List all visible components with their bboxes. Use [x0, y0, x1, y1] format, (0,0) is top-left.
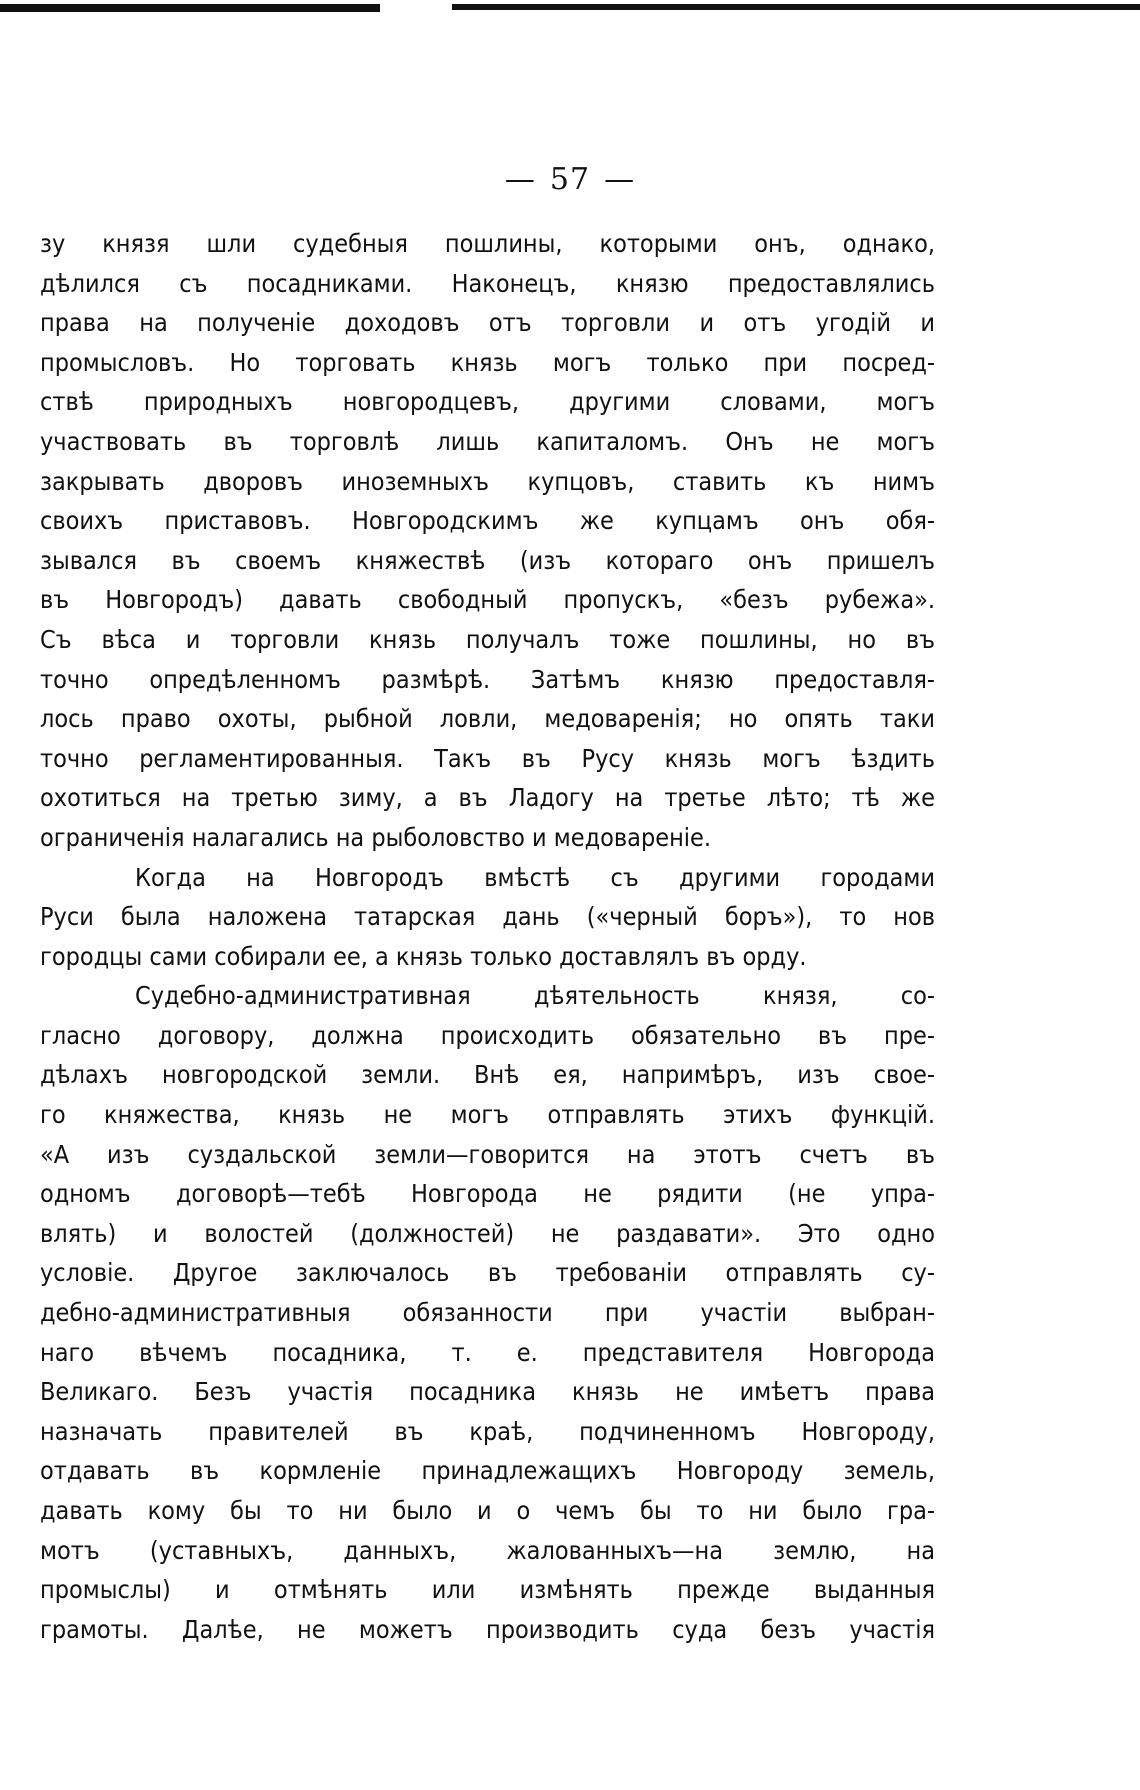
body-text: [40, 224, 935, 1649]
text-line: назначать правителей въ краѣ, подчиненномъ Новгороду,: [40, 1416, 935, 1446]
text-line: давать кому бы то ни было и о чемъ бы то ни было гра-: [40, 1496, 935, 1525]
text-line: Великаго. Безъ участія посадника князь не имѣетъ права: [40, 1377, 935, 1407]
text-line: одномъ договорѣ—тебѣ Новгорода не рядити (не упра-: [40, 1179, 935, 1209]
text-line: точно регламентированныя. Такъ въ Русу князь могъ ѣздить: [40, 743, 935, 773]
text-line: ствѣ природныхъ новгородцевъ, другими словами, могъ: [40, 387, 935, 417]
text-line: закрывать дворовъ иноземныхъ купцовъ, ставить къ нимъ: [40, 466, 935, 496]
text-line: промысловъ. Но торговать князь могъ только при посред-: [40, 347, 935, 377]
page-number-header: [0, 162, 1140, 197]
text-line: лось право охоты, рыбной ловли, медоваренія; но опять таки: [40, 704, 935, 734]
text-line: промыслы) и отмѣнять или измѣнять прежде выданныя: [40, 1575, 935, 1605]
text-line: «А изъ суздальской земли—говорится на этотъ счетъ въ: [40, 1139, 935, 1169]
text-line: влять) и волостей (должностей) не раздавати». Это одно: [40, 1218, 935, 1248]
text-line: Судебно-административная дѣятельность князя, со-: [135, 981, 935, 1011]
top-border-right: [452, 4, 1140, 10]
page-number-dash-left: —: [504, 162, 536, 197]
text-line: въ Новгородъ) давать свободный пропускъ, «безъ рубежа».: [40, 585, 935, 615]
top-border-left: [0, 4, 380, 12]
text-line: гласно договору, должна происходить обязательно въ пре-: [40, 1020, 935, 1050]
text-line: точно опредѣленномъ размѣрѣ. Затѣмъ князю предоставля-: [40, 664, 935, 694]
text-line: дѣлахъ новгородской земли. Внѣ ея, напримѣръ, изъ свое-: [40, 1060, 935, 1090]
text-line: дѣлился съ посадниками. Наконецъ, князю предоставлялись: [40, 268, 935, 298]
text-line: грамоты. Далѣе, не можетъ производить суда безъ участія: [40, 1614, 935, 1644]
text-line: ограниченія налагались на рыболовство и медовареніе.: [40, 822, 712, 852]
text-line: мотъ (уставныхъ, данныхъ, жалованныхъ—на землю, на: [40, 1535, 935, 1565]
text-line: участвовать въ торговлѣ лишь капиталомъ. Онъ не могъ: [40, 426, 935, 456]
text-line: зу князя шли судебныя пошлины, которыми онъ, однако,: [40, 229, 935, 258]
text-line: своихъ приставовъ. Новгородскимъ же купцамъ онъ обя-: [40, 506, 935, 536]
page-number: 57: [549, 162, 591, 197]
text-line: охотиться на третью зиму, а въ Ладогу на третье лѣто; тѣ же: [40, 783, 935, 813]
text-line: Съ вѣса и торговли князь получалъ тоже пошлины, но въ: [40, 624, 935, 654]
text-line: условіе. Другое заключалось въ требованіи отправлять су-: [40, 1258, 935, 1288]
text-line: права на полученіе доходовъ отъ торговли и отъ угодій и: [40, 308, 935, 338]
text-line: отдавать въ кормленіе принадлежащихъ Новгороду земель,: [40, 1456, 935, 1486]
text-line: Руси была наложена татарская дань («черный боръ»), то нов: [40, 902, 935, 932]
text-line: дебно-административныя обязанности при участіи выбран-: [40, 1298, 935, 1328]
text-line: го княжества, князь не могъ отправлять этихъ функцій.: [40, 1100, 935, 1130]
text-line: городцы сами собирали ее, а князь только доставлялъ въ орду.: [40, 941, 807, 971]
page-number-dash-right: —: [604, 162, 636, 197]
text-line: Когда на Новгородъ вмѣстѣ съ другими городами: [135, 862, 935, 892]
text-line: зывался въ своемъ княжествѣ (изъ котораго онъ пришелъ: [40, 545, 935, 575]
text-line: наго вѣчемъ посадника, т. е. представителя Новгорода: [40, 1337, 935, 1367]
